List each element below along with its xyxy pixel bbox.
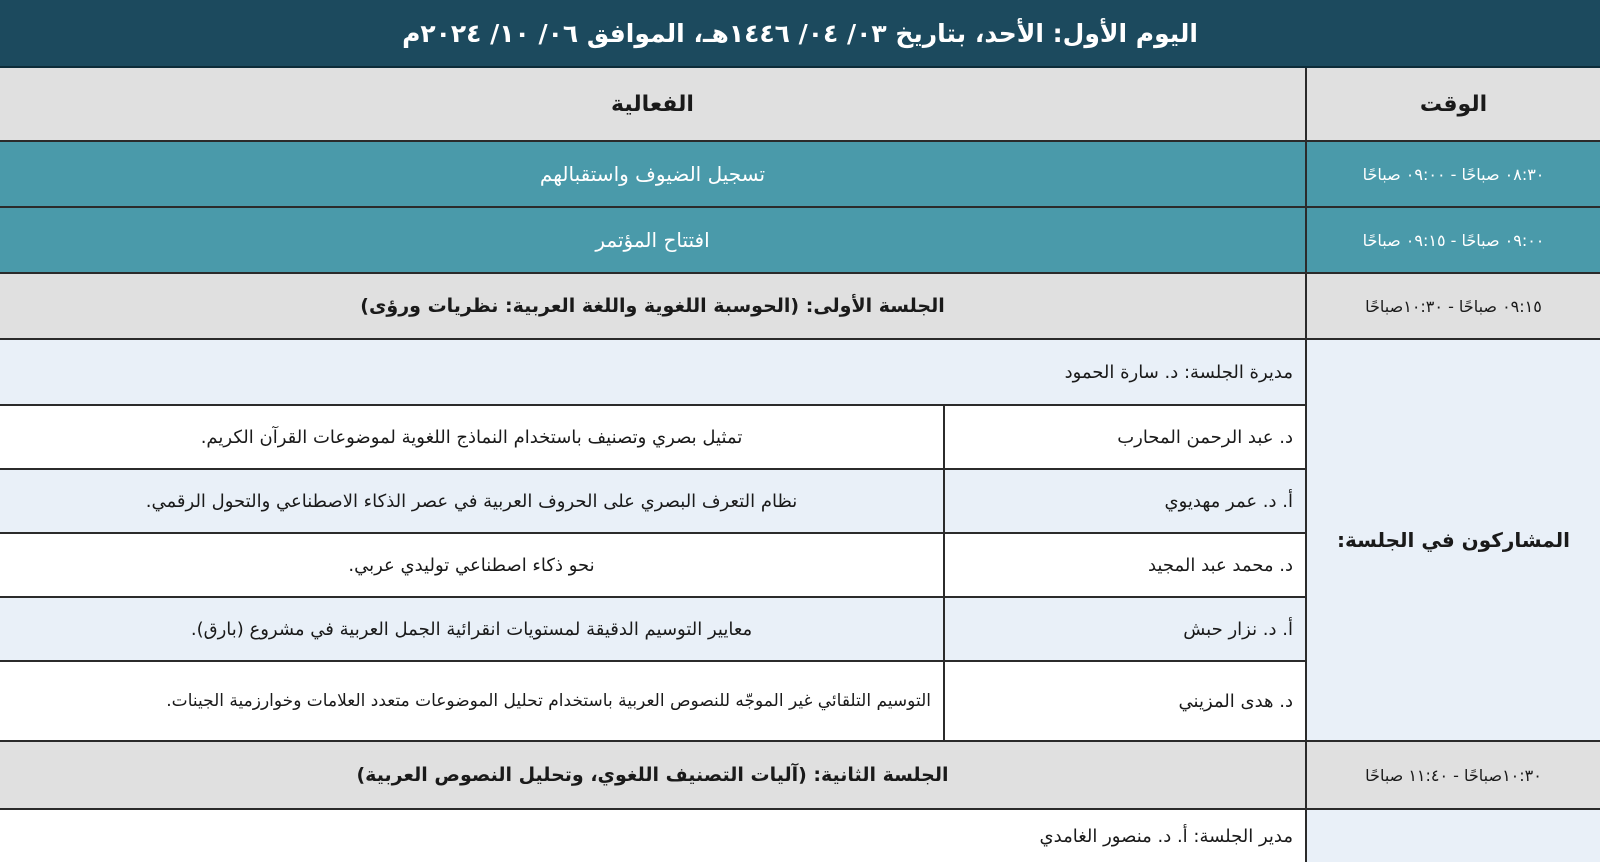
talk-speaker: د. محمد عبد المجيد [943,534,1305,598]
opening-time: ٠٩:٠٠ صباحًا - ٠٩:١٥ صباحًا [1305,208,1600,274]
session2-chair: مدير الجلسة: أ. د. منصور الغامدي [0,810,1305,862]
session1-chair: مديرة الجلسة: د. سارة الحمود [0,340,1305,406]
talk-topic: معايير التوسيم الدقيقة لمستويات انقرائية الجمل العربية في مشروع (بارق). [0,598,943,662]
registration-time: ٠٨:٣٠ صباحًا - ٠٩:٠٠ صباحًا [1305,142,1600,208]
talk-topic: نظام التعرف البصري على الحروف العربية في عصر الذكاء الاصطناعي والتحول الرقمي. [0,470,943,534]
session2-time: ١٠:٣٠صباحًا - ١١:٤٠ صباحًا [1305,742,1600,810]
talk-topic: تمثيل بصري وتصنيف باستخدام النماذج اللغوية لموضوعات القرآن الكريم. [0,406,943,470]
session2-title: الجلسة الثانية: (آليات التصنيف اللغوي، وتحليل النصوص العربية) [0,742,1305,810]
session1-time: ٠٩:١٥ صباحًا - ١٠:٣٠صباحًا [1305,274,1600,340]
session2-participants-cell [1305,810,1600,862]
registration-activity: تسجيل الضيوف واستقبالهم [0,142,1305,208]
talk-speaker: أ. د. عمر مهديوي [943,470,1305,534]
session1-participants-label: المشاركون في الجلسة: [1305,340,1600,742]
time-column-header: الوقت [1305,68,1600,142]
talk-speaker: د. عبد الرحمن المحارب [943,406,1305,470]
day-banner: اليوم الأول: الأحد، بتاريخ ٠٣/ ٠٤/ ١٤٤٦هـ، الموافق ٠٦/ ١٠/ ٢٠٢٤م [0,0,1600,68]
talk-speaker: د. هدى المزيني [943,662,1305,742]
opening-activity: افتتاح المؤتمر [0,208,1305,274]
activity-column-header: الفعالية [0,68,1305,142]
talk-topic: نحو ذكاء اصطناعي توليدي عربي. [0,534,943,598]
session1-title: الجلسة الأولى: (الحوسبة اللغوية واللغة العربية: نظريات ورؤى) [0,274,1305,340]
talk-topic: التوسيم التلقائي غير الموجّه للنصوص العربية باستخدام تحليل الموضوعات متعدد العلامات وخوارزمية الجينات. [0,662,943,742]
talk-speaker: أ. د. نزار حبش [943,598,1305,662]
